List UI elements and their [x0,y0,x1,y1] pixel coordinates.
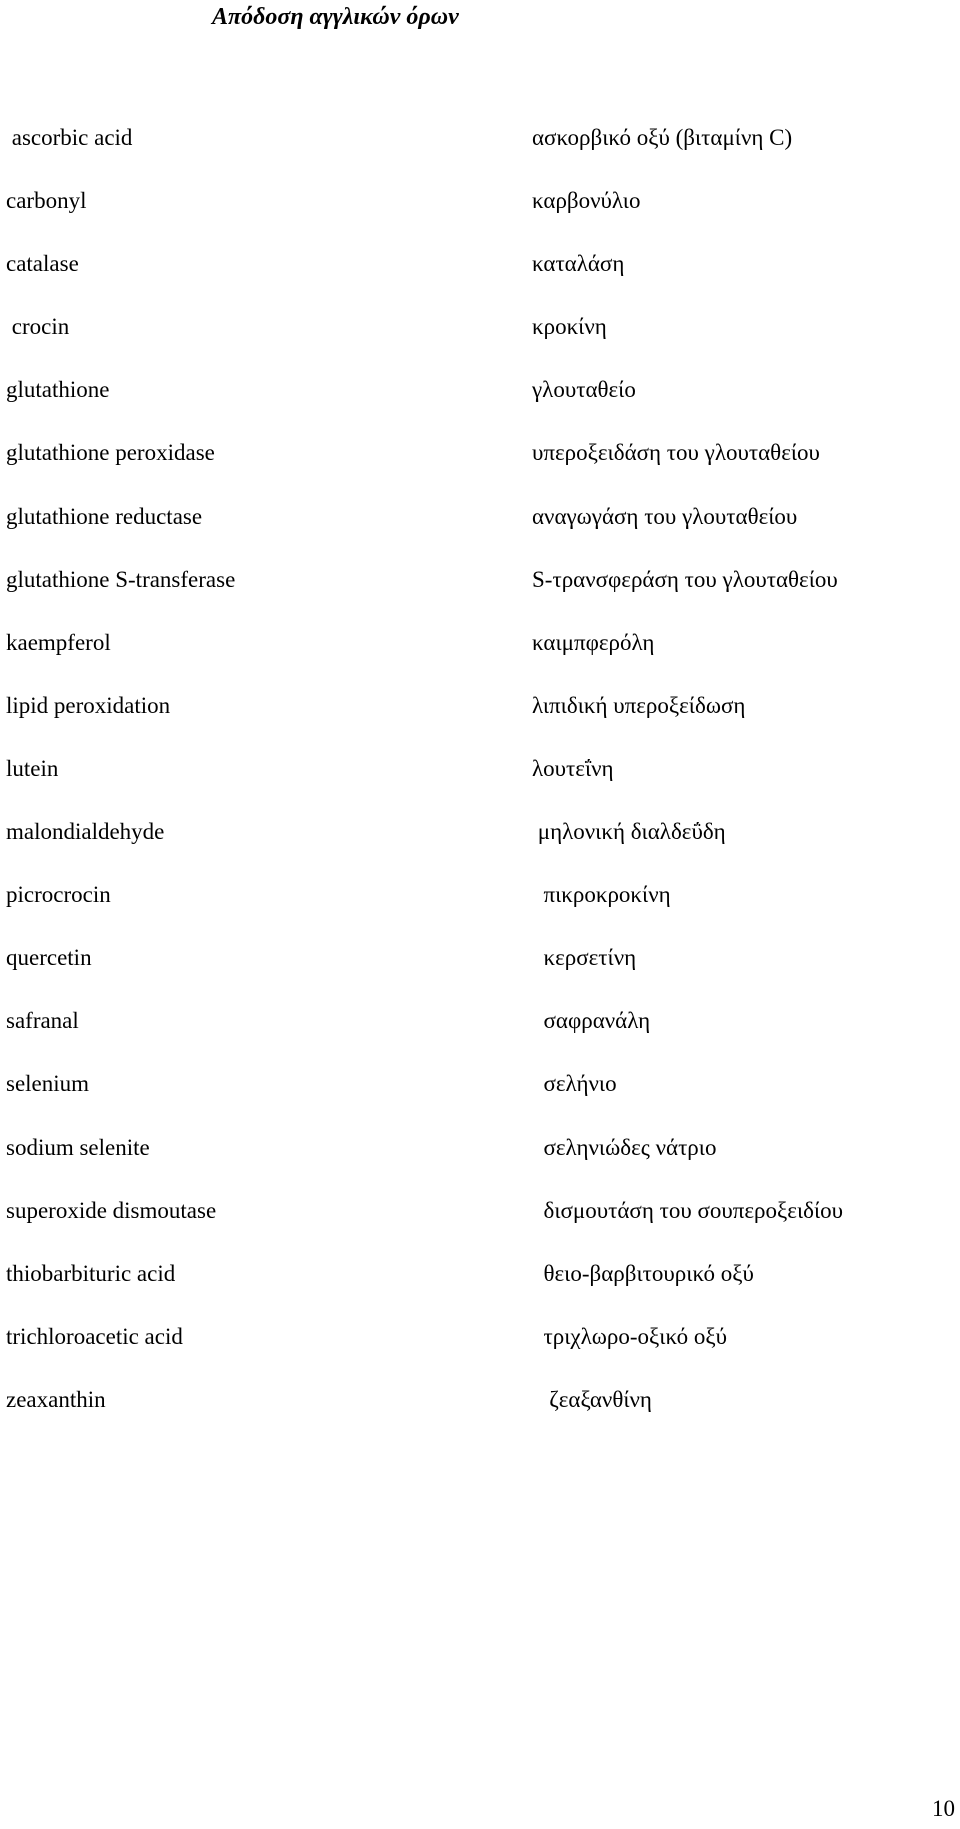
greek-term: γλουταθείο [532,377,636,403]
list-item [0,1134,960,1197]
english-term: catalase [6,251,79,277]
english-term: crocin [6,314,70,340]
glossary-list [0,124,960,1449]
greek-term: υπεροξειδάση του γλουταθείου [532,440,820,466]
english-term: superoxide dismoutase [6,1197,217,1223]
english-term: lipid peroxidation [6,692,171,718]
list-item [0,881,960,944]
greek-term: αναγωγάση του γλουταθείου [532,503,798,529]
list-item [0,124,960,187]
greek-term: σαφρανάλη [532,1008,651,1034]
list-item [0,250,960,313]
english-term: glutathione S-transferase [6,566,236,592]
page-number: 10 [932,1796,955,1821]
english-term: trichloroacetic acid [6,1323,183,1349]
list-item [0,755,960,818]
english-term: glutathione reductase [6,503,203,529]
english-term: zeaxanthin [6,1386,106,1412]
greek-term: κροκίνη [532,314,607,340]
greek-term: τριχλωρο-οξικό οξύ [532,1323,727,1349]
list-item [0,1070,960,1133]
list-item [0,503,960,566]
english-term: safranal [6,1008,79,1034]
list-item [0,376,960,439]
greek-term: καταλάση [532,251,625,277]
english-term: ascorbic acid [6,125,133,150]
english-term: sodium selenite [6,1134,150,1160]
list-item [0,439,960,502]
list-item [0,692,960,755]
english-term: carbonyl [6,188,87,214]
english-term: thiobarbituric acid [6,1260,176,1286]
english-term: selenium [6,1071,90,1097]
greek-term: καρβονύλιο [532,188,641,214]
list-item [0,1386,960,1449]
greek-term: ζεαξανθίνη [532,1386,652,1412]
list-item [0,1323,960,1386]
greek-term: δισμουτάση του σουπεροξειδίου [532,1197,844,1223]
english-term: picrocrocin [6,882,111,908]
greek-term: λιπιδική υπεροξείδωση [532,692,746,718]
greek-term: ασκορβικό οξύ (βιταμίνη C) [532,125,793,150]
list-item [0,187,960,250]
greek-term: κερσετίνη [532,945,637,971]
list-item [0,566,960,629]
greek-term: πικροκροκίνη [532,882,671,908]
list-item [0,629,960,692]
greek-term: λουτεΐνη [532,755,614,781]
list-item [0,1007,960,1070]
english-term: kaempferol [6,629,111,655]
list-item [0,1197,960,1260]
greek-term: μηλονική διαλδεΰδη [532,819,726,845]
greek-term: σεληνιώδες νάτριο [532,1134,717,1160]
list-item [0,313,960,376]
english-term: lutein [6,755,59,781]
english-term: glutathione peroxidase [6,440,215,466]
english-term: malondialdehyde [6,819,165,845]
english-term: quercetin [6,945,92,971]
list-item [0,1260,960,1323]
page-title: Απόδοση αγγλικών όρων [212,4,459,30]
greek-term: καιμπφερόλη [532,629,655,655]
list-item [0,944,960,1007]
greek-term: σελήνιο [532,1071,617,1097]
greek-term: S-τρανσφεράση του γλουταθείου [532,566,838,592]
greek-term: θειο-βαρβιτουρικό οξύ [532,1260,754,1286]
list-item [0,818,960,881]
english-term: glutathione [6,377,110,403]
